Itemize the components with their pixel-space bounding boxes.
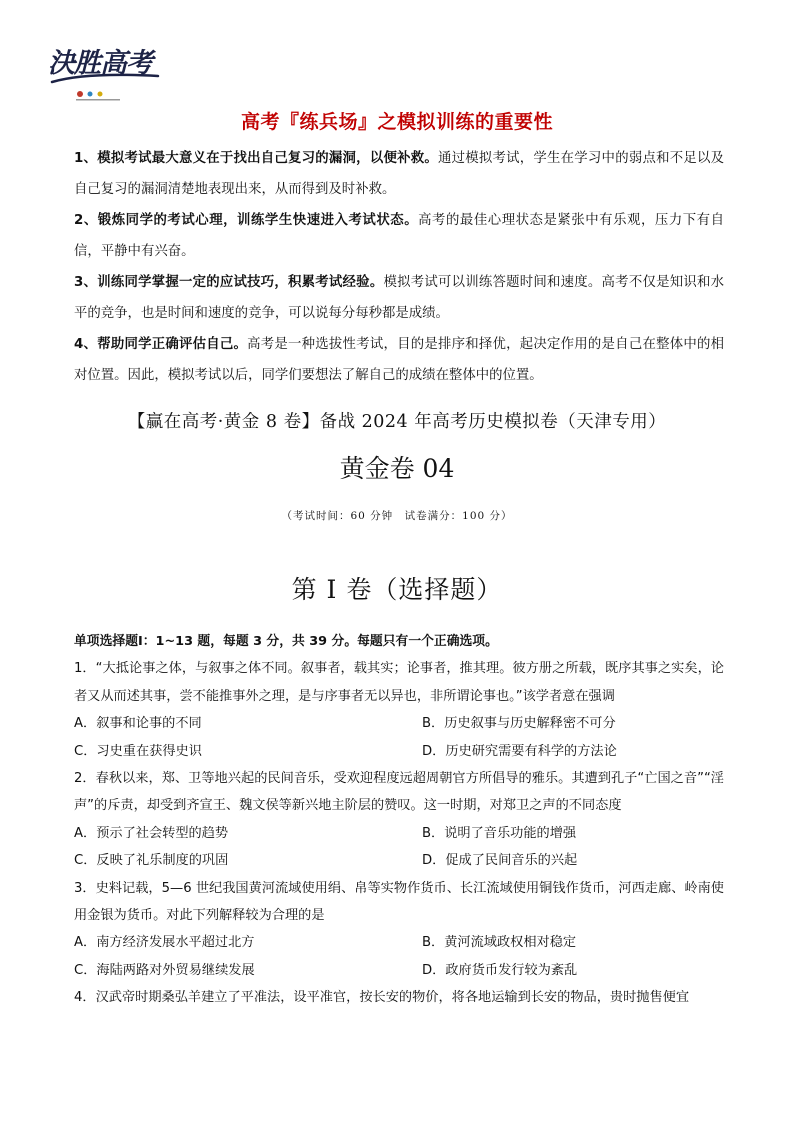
instructions: 单项选择题Ⅰ：1~13 题，每题 3 分，共 39 分。每题只有一个正确选项。 [74, 634, 498, 649]
intro-text-2: 高考的最佳心理状态是紧张中有乐观，压力下有自信，平静中有兴奋。 [74, 213, 724, 259]
exam-meta: （考试时间：60 分钟 试卷满分：100 分） [281, 510, 513, 522]
question-stem: 2．春秋以来，郑、卫等地兴起的民间音乐，受欢迎程度远超周朝官方所倡导的雅乐。其遭到孔子“亡国之音”“淫声”的斥责，却受到齐宣王、魏文侯等新兴地主阶层的赞叹。这一时期，对郑卫之声的不同态度 [74, 771, 724, 814]
section-title: 第 I 卷（选择题） [291, 575, 503, 604]
intro-bold-4: 4、帮助同学正确评估自己。 [74, 337, 248, 352]
option-c: C．习史重在获得史识 [74, 743, 202, 759]
option-c: C．反映了礼乐制度的巩固 [74, 853, 229, 869]
question-1 [74, 655, 724, 765]
question-stem: 4．汉武帝时期桑弘羊建立了平准法，设平准官，按长安的物价，将各地运输到长安的物品，贵时抛售便宜 [74, 990, 690, 1006]
intro-bold-1: 1、模拟考试最大意义在于找出自己复习的漏洞，以便补救。 [74, 151, 438, 166]
question-3 [74, 875, 724, 985]
options [74, 710, 724, 765]
intro-bold-2: 2、锻炼同学的考试心理，训练学生快速进入考试状态。 [74, 213, 419, 228]
intro-paragraph-1 [74, 143, 724, 205]
question-4 [74, 984, 724, 1011]
option-b: B．历史叙事与历史解释密不可分 [422, 716, 616, 732]
option-b: B．黄河流域政权相对稳定 [422, 935, 577, 951]
option-a: A．南方经济发展水平超过北方 [74, 935, 255, 951]
option-b: B．说明了音乐功能的增强 [422, 825, 577, 841]
option-d: D．促成了民间音乐的兴起 [422, 853, 578, 869]
option-c: C．海陆两路对外贸易继续发展 [74, 962, 255, 978]
intro-section [74, 143, 724, 391]
intro-text-3: 模拟考试可以训练答题时间和速度。高考不仅是知识和水平的竞争，也是时间和速度的竞争，可以说每分每秒都是成绩。 [74, 275, 724, 321]
option-d: D．政府货币发行较为紊乱 [422, 962, 578, 978]
question-stem: 1．“大抵论事之体，与叙事之体不同。叙事者，载其实；论事者，推其理。彼方册之所载，既序其事之实矣，论者又从而述其事，尝不能推事外之理，是与序事者无以异也，非所谓论事也。”该学者意在强调 [74, 661, 724, 704]
question-2 [74, 765, 724, 875]
intro-text-1: 通过模拟考试，学生在学习中的弱点和不足以及自己复习的漏洞清楚地表现出来，从而得到及时补救。 [74, 151, 725, 197]
options [74, 929, 724, 984]
paper-number-title: 黄金卷 04 [339, 454, 455, 483]
intro-bold-3: 3、训练同学掌握一定的应试技巧，积累考试经验。 [74, 275, 384, 290]
brand-logo-icon [46, 42, 164, 106]
intro-text-4: 高考是一种选拔性考试，目的是排序和择优，起决定作用的是自己在整体中的相对位置。因此，模拟考试以后，同学们要想法了解自己的成绩在整体中的位置。 [74, 337, 724, 383]
option-d: D．历史研究需要有科学的方法论 [422, 743, 617, 759]
option-a: A．预示了社会转型的趋势 [74, 825, 229, 841]
options [74, 820, 724, 875]
intro-paragraph-2 [74, 205, 724, 267]
intro-paragraph-4 [74, 329, 724, 391]
question-stem: 3．史料记载，5—6 世纪我国黄河流域使用绢、帛等实物作货币、长江流域使用铜钱作货币，河西走廊、岭南使用金银为货币。对此下列解释较为合理的是 [74, 880, 724, 924]
intro-paragraph-3 [74, 267, 724, 329]
logo-text: 決胜高考 [48, 48, 152, 79]
brand-logo [46, 42, 164, 106]
banner-title: 高考『练兵场』之模拟训练的重要性 [240, 111, 553, 133]
question-list [74, 628, 724, 1012]
option-a: A．叙事和论事的不同 [74, 716, 202, 732]
exam-title: 【赢在高考·黄金 8 卷】备战 2024 年高考历史模拟卷（天津专用） [127, 412, 667, 432]
